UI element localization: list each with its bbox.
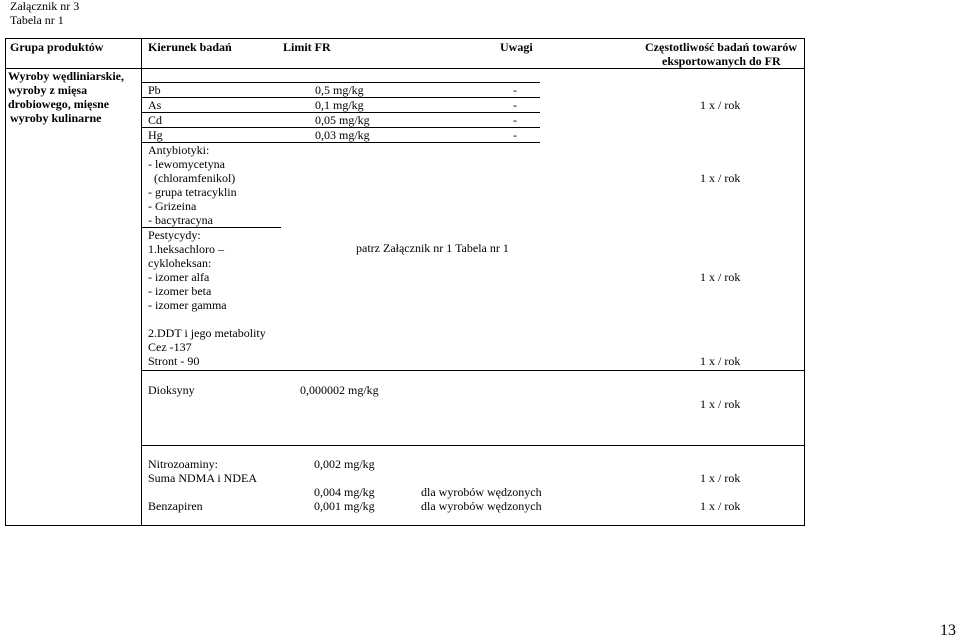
nitrosamines-limit1: 0,002 mg/kg	[314, 457, 375, 471]
antibiotics-line: - bacytracyna	[148, 213, 213, 227]
metal-limit: 0,03 mg/kg	[315, 128, 370, 142]
pesticides-line: - izomer alfa	[148, 270, 210, 284]
product-group-line1: Wyroby wędliniarskie,	[8, 69, 125, 83]
metals-frequency: 1 x / rok	[700, 98, 741, 112]
header-notes: Uwagi	[500, 40, 533, 54]
antibiotics-line: - grupa tetracyklin	[148, 185, 237, 199]
table-bottom-border	[5, 525, 805, 526]
product-group-line2: wyroby z mięsa	[8, 83, 88, 97]
metal-note: -	[513, 83, 517, 97]
header-frequency-line1: Częstotliwość badań towarów	[645, 40, 797, 54]
nitrosamines-name-line2: Suma NDMA i NDEA	[148, 471, 258, 485]
metal-note: -	[513, 128, 517, 142]
pesticides-frequency: 1 x / rok	[700, 270, 741, 284]
metal-name: Pb	[148, 83, 161, 97]
product-group-line3: drobiowego, mięsne	[8, 97, 110, 111]
benzopyrene-frequency: 1 x / rok	[700, 499, 741, 513]
header-limit: Limit FR	[283, 40, 331, 54]
metal-limit: 0,1 mg/kg	[315, 98, 364, 112]
nitrosamines-limit2: 0,004 mg/kg	[314, 485, 375, 499]
metal-limit: 0,05 mg/kg	[315, 113, 370, 127]
header-frequency-line2: eksportowanych do FR	[662, 54, 781, 68]
antibiotics-line: - Grizeina	[148, 199, 197, 213]
antibiotics-line: (chloramfenikol)	[148, 171, 236, 185]
antibiotics-line: - lewomycetyna	[148, 157, 225, 171]
dioxins-name: Dioksyny	[148, 383, 195, 397]
pesticides-line: 1.heksachloro –	[148, 242, 224, 256]
product-group-line4: wyroby kulinarne	[10, 111, 102, 125]
nitrosamines-name-line1: Nitrozoaminy:	[148, 457, 218, 471]
ddt-line: Stront - 90	[148, 354, 200, 368]
table-label: Tabela nr 1	[10, 13, 64, 27]
benzopyrene-note: dla wyrobów wędzonych	[421, 499, 542, 513]
antibiotics-line: Antybiotyki:	[148, 143, 210, 157]
annex-label: Załącznik nr 3	[10, 0, 80, 13]
header-product-group: Grupa produktów	[10, 40, 104, 54]
metal-limit: 0,5 mg/kg	[315, 83, 364, 97]
dioxins-frequency: 1 x / rok	[700, 397, 741, 411]
dioxins-bottom-border	[141, 445, 805, 446]
metal-name: Cd	[148, 113, 163, 127]
ddt-line: Cez -137	[148, 340, 192, 354]
table-top-border	[5, 38, 805, 39]
table-right-border	[804, 38, 805, 526]
metal-name: Hg	[148, 128, 163, 142]
ddt-bottom-border	[141, 370, 805, 371]
pesticides-line: - izomer gamma	[148, 298, 227, 312]
nitrosamines-note: dla wyrobów wędzonych	[421, 485, 542, 499]
metal-note: -	[513, 113, 517, 127]
ddt-line: 2.DDT i jego metabolity	[148, 326, 266, 340]
header-bottom-border	[5, 68, 805, 69]
pesticides-line: Pestycydy:	[148, 228, 201, 242]
pesticides-line: - izomer beta	[148, 284, 212, 298]
table-left-border	[5, 38, 6, 526]
metal-note: -	[513, 98, 517, 112]
antibiotics-frequency: 1 x / rok	[700, 171, 741, 185]
header-research-direction: Kierunek badań	[148, 40, 232, 54]
nitrosamines-frequency: 1 x / rok	[700, 471, 741, 485]
benzopyrene-limit: 0,001 mg/kg	[314, 499, 375, 513]
dioxins-limit: 0,000002 mg/kg	[300, 383, 379, 397]
metal-name: As	[148, 98, 162, 112]
shared-limit-note: patrz Załącznik nr 1 Tabela nr 1	[356, 241, 509, 255]
ddt-frequency: 1 x / rok	[700, 354, 741, 368]
benzopyrene-name: Benzapiren	[148, 499, 203, 513]
page-number: 13	[940, 622, 956, 639]
pesticides-line: cykloheksan:	[148, 256, 212, 270]
